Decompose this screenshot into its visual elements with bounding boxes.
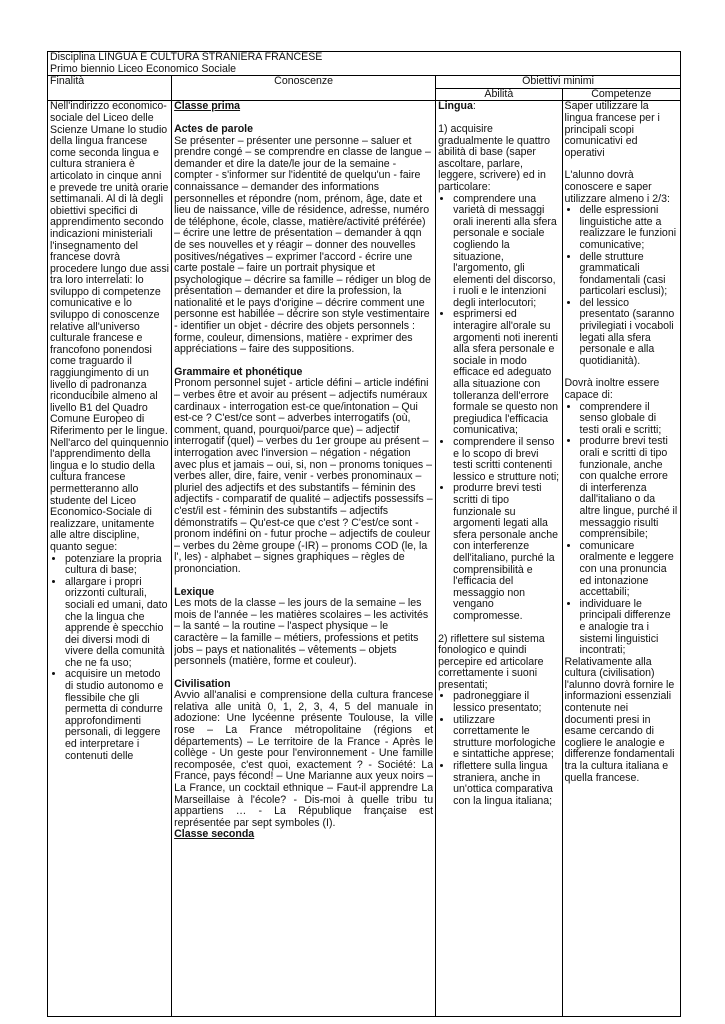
document-header — [48, 52, 681, 76]
abilita-list-1 — [438, 194, 559, 623]
list-item: • delle strutture grammaticali fondamentali (casi particolari esclusi); — [580, 252, 679, 298]
list-item: • allargare i propri orizzonti culturali, sociali ed umani, dato che la lingua che apprende è specchio dei diversi modi di vivere della comunità che ne fa uso; — [65, 577, 169, 670]
discipline-title: Disciplina LINGUA E CULTURA STRANIERA FRANCESE — [50, 51, 323, 63]
classe-prima-heading: Classe prima — [174, 101, 241, 113]
competenze-list-2 — [565, 402, 679, 657]
list-item: • utilizzare correttamente le strutture morfologiche e sintattiche apprese; — [453, 715, 559, 761]
competenze-list-1 — [565, 205, 679, 367]
list-item: • individuare le principali differenze e analogie tra i sistemi linguistici incontrati; — [580, 599, 679, 657]
conoscenze-header: Conoscenze — [172, 76, 436, 101]
competenze-p3: Dovrà inoltre essere capace di: — [564, 377, 660, 402]
civilisation-text: Avvio all'analisi e comprensione della cultura francese relativa alle unità 0, 1, 2, 3, 4, 5 del manuale in adozione: Une lycéenne présente Toulouse, la ville rose – La France métropolitaine (régions et départements) – Le territoire de la France - Après le collège - Un geste pour l'environnement - Une famille recomposée, c'est quoi, exactement ? - Société: La France, pays fécond! – Une Marianne aux yeux noirs – La France, un cocktail ethnique – Faut-il apprendre La Marseillaise à l'école? - Dis-moi à quelle tribu tu appartiens … - La République française est représentée par sept symboles (I). — [174, 689, 434, 829]
finalita-list — [50, 554, 169, 763]
lexique-text: Les mots de la classe – les jours de la semaine – les mois de l'année – les matières scolaires – les activités – la santé – la routine – l'aspect physique – le caractère – la famille – métiers, professions et petits jobs – pays et nationalités – vêtements – objets personnels (matière, forme et couleur). — [174, 597, 429, 668]
course-title: Primo biennio Liceo Economico Sociale — [50, 62, 237, 75]
classe-seconda-heading: Classe seconda — [174, 828, 255, 841]
grammaire-text: Pronom personnel sujet - article défini – article indéfini – verbes être et avoir au présent – adjectifs numéraux cardinaux - interrogation est-ce que/intonation – Qui est-ce ? C'est/ce sont – adverbes interrogatifs (où, comment, quand, pourquoi/parce que) – adjectif interrogatif (quel) – verbes du 1er groupe au présent – interrogation avec l'inversion – négation - négation avec plus et jamais – oui, si, non – pronoms toniques – verbes aller, dire, faire, venir - verbes pronominaux – pluriel des adjectifs et des substantifs – féminin des adjectifs - comparatif de qualité – adjectifs possessifs – c'est/il est - féminin des substantifs – adjectifs démonstratifs – Qu'est-ce que c'est ? C'est/ce sont - pronom indéfini on - futur proche – adjectifs de couleur – verbes du 2ème groupe (-IR) – pronoms COD (le, la l', les) - alphabet – signes graphiques – règles de prononciation. — [174, 377, 433, 575]
list-item: • delle espressioni linguistiche atte a realizzare le funzioni comunicative; — [580, 205, 679, 251]
abilita-list-2 — [438, 691, 559, 807]
list-item: • comprendere il senso e lo scopo di brevi testi scritti contenenti lessico e strutture noti; — [453, 437, 559, 483]
grammaire-heading: Grammaire et phonétique — [174, 365, 303, 378]
conoscenze-cell — [172, 101, 436, 1017]
curriculum-table — [47, 51, 681, 1017]
finalita-cell — [48, 101, 172, 1017]
list-item: • potenziare la propria cultura di base; — [65, 554, 169, 577]
abilita-cell: Lingua: 1) acquisire gradualmente le quattro abilità di base (saper ascoltare, parlare, leggere, scrivere) ed in particolare: • comprendere una varietà di messaggi orali inerenti alla sfera personale e sociale cogliendo la situazione, l'argomento, gli elementi del discorso, i ruoli e le intenzioni degli interlocutori; • esprimersi ed interagire all'orale su argomenti noti inerenti alla sfera personale e sociale in modo efficace ed adeguato alla situazione con tolleranza dell'errore formale se questo non pregiudica l'efficacia comunicativa; • comprendere il senso e lo scopo di brevi testi scritti contenenti lessico e strutture noti; • produrre brevi testi scritti di tipo funzionale su argomenti legati alla sfera personale anche con interferenze dell'italiano, purché la comprensibilità e l'efficacia del messaggio non vengano compromesse. 2) riflettere sul sistema fonologico e quindi percepire ed articolare correttamente i suoni presentati; • padroneggiare il lessico presentato; • utilizzare correttamente le strutture morfologiche e sintattiche apprese; • riflettere sulla lingua straniera, anche in un'ottica comparativa con la lingua italiana; — [436, 101, 562, 1017]
column-header-row — [48, 76, 681, 89]
list-item: • comunicare oralmente e leggere con una pronuncia ed intonazione accettabili; — [580, 541, 679, 599]
list-item: • produrre brevi testi scritti di tipo funzionale su argomenti legati alla sfera personale anche con interferenze dell'italiano, purché la comprensibilità e l'efficacia del messaggio non vengano compromesse. — [453, 483, 559, 622]
list-item: • riflettere sulla lingua straniera, anche in un'ottica comparativa con la lingua italiana; — [453, 761, 559, 807]
finalita-header: Finalità — [48, 76, 172, 101]
abilita-header: Abilità — [436, 88, 562, 101]
list-item: • del lessico presentato (saranno privilegiati i vocaboli legati alla sfera personale e alla quotidianità). — [580, 298, 679, 368]
lexique-heading: Lexique — [174, 585, 215, 598]
competenze-header: Competenze — [562, 88, 681, 101]
civilisation-heading: Civilisation — [174, 677, 231, 690]
abilita-point-2: 2) riflettere sul sistema fonologico e quindi percepire ed articolare correttamente i suoni presentati; — [438, 632, 545, 691]
actes-text: Se présenter – présenter une personne – saluer et prendre congé – se comprendre en classe de langue – demander et dire la date/le jour de la semaine - compter - s'informer sur l'identité de quelqu'un - faire connaissance – demander des informations personnelles et répondre (nom, prénom, âge, date et lieu de naissance, ville de résidence, adresse, numéro de téléphone, école, classe, matière/activité préférée) – écrire une lettre de présentation – demander à qqn de ses nouvelles et y réagir – donner des nouvelles positives/négatives – exprimer l'accord - écrire une carte postale – faire un portrait physique et psychologique – décrire sa famille – rédiger un blog de présentation – demander et dire la profession, la nationalité et le pays d'origine – décrire comment une personne est habillée – décrire son style vestimentaire - identifier un objet - décrire des objets personnels : forme, couleur, dimensions, matière - exprimer des appréciations – faire des suppositions. — [174, 134, 431, 356]
competenze-p2: L'alunno dovrà conoscere e saper utilizzare almeno i 2/3: — [564, 169, 670, 205]
obiettivi-header: Obiettivi minimi — [436, 76, 681, 89]
list-item: • esprimersi ed interagire all'orale su argomenti noti inerenti alla sfera personale e sociale in modo efficace ed adeguato alla situazione con tolleranza dell'errore formale se questo non pregiudica l'efficacia comunicativa; — [453, 309, 559, 437]
list-item: • produrre brevi testi orali e scritti di tipo funzionale, anche con qualche errore di interferenza dall'italiano o da altre lingue, purché il messaggio risulti comprensibile; — [580, 436, 679, 540]
competenze-p4: Relativamente alla cultura (civilisation) l'alunno dovrà fornire le informazioni essenziali contenute nei documenti presi in esame cercando di cogliere le analogie e differenze fondamentali tra la cultura italiana e quella francese. — [564, 655, 675, 784]
content-row — [48, 101, 681, 1017]
lingua-label: Lingua — [438, 101, 473, 113]
abilita-point-1: 1) acquisire gradualmente le quattro abilità di base (saper ascoltare, parlare, leggere, scrivere) ed in particolare: — [438, 122, 551, 193]
finalita-intro: Nell'indirizzo economico-sociale del Liceo delle Scienze Umane lo studio della lingua francese come seconda lingua e cultura straniera è articolato in cinque anni e prevede tre unità orarie settimanali. Al di là degli obiettivi specifici di apprendimento secondo indicazioni ministeriali l'insegnamento del francese dovrà procedere lungo due assi tra loro interrelati: lo sviluppo di competenze comunicative e lo sviluppo di conoscenze relative all'universo culturale francese e francofono ponendosi come traguardo il raggiungimento di un livello di padronanza riconducibile almeno al livello B1 del Quadro Comune Europeo di Riferimento per le lingue. Nell'arco del quinquennio l'apprendimento della lingua e lo studio della cultura francese permetteranno allo studente del Liceo Economico-Sociale di realizzare, unitamente alle altre discipline, quanto segue: — [50, 101, 169, 553]
list-item: • padroneggiare il lessico presentato; — [453, 691, 559, 714]
competenze-cell — [562, 101, 681, 1017]
list-item: • comprendere una varietà di messaggi orali inerenti alla sfera personale e sociale cogliendo la situazione, l'argomento, gli elementi del discorso, i ruoli e le intenzioni degli interlocutori; — [453, 194, 559, 310]
list-item: • acquisire un metodo di studio autonomo e flessibile che gli permetta di condurre approfondimenti personali, di leggere ed interpretare i contenuti delle — [65, 669, 169, 762]
competenze-intro: Saper utilizzare la lingua francese per i principali scopi comunicativi ed operativi — [564, 101, 660, 159]
actes-heading: Actes de parole — [174, 122, 254, 135]
list-item: • comprendere il senso globale di testi orali e scritti; — [580, 402, 679, 437]
header-row — [48, 52, 681, 76]
